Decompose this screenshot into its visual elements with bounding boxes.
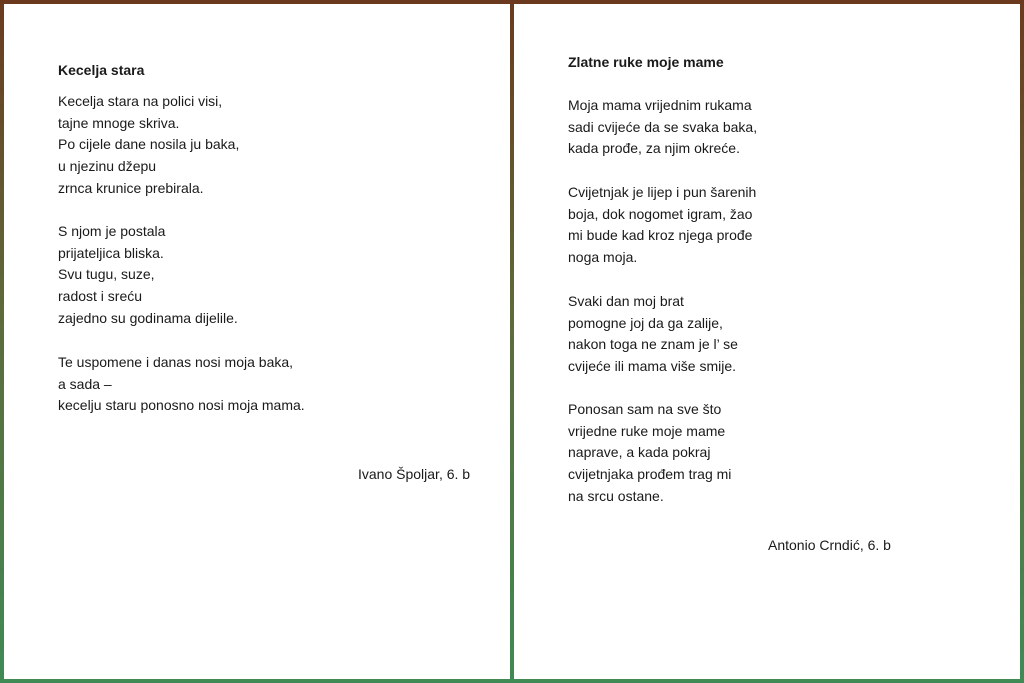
- poem-title: Zlatne ruke moje mame: [568, 54, 724, 70]
- poem-line: vrijedne ruke moje mame: [568, 422, 726, 439]
- poem-line: zajedno su godinama dijelile.: [58, 309, 238, 326]
- poem-line: prijateljica bliska.: [58, 244, 164, 261]
- poem-line: Svaki dan moj brat: [568, 293, 684, 309]
- poem-line: cvijeće ili mama više smije.: [568, 358, 737, 375]
- poem-line: Moja mama vrijednim rukama: [568, 97, 752, 113]
- poem-line: S njom je postala: [58, 223, 166, 239]
- poem-stanza: [568, 291, 738, 378]
- poem-title: Kecelja stara: [58, 62, 145, 78]
- poem-stanza: [58, 352, 305, 417]
- poem-line: tajne mnoge skriva.: [58, 114, 180, 131]
- poem-stanza: [58, 221, 238, 330]
- poem-line: Te uspomene i danas nosi moja baka,: [58, 354, 294, 370]
- poem-line: Ponosan sam na sve što: [568, 401, 722, 417]
- poem-author: Ivano Špoljar, 6. b: [358, 466, 471, 482]
- poem-line: boja, dok nogomet igram, žao: [568, 205, 753, 222]
- poem-line: radost i sreću: [58, 288, 143, 305]
- poem-line: a sada –: [58, 375, 112, 392]
- poem-line: na srcu ostane.: [568, 487, 664, 504]
- poem-line: Po cijele dane nosila ju baka,: [58, 136, 240, 153]
- poem-stanza: [568, 182, 756, 269]
- poem-page-left: [4, 4, 510, 679]
- poem-stanza: [58, 91, 239, 200]
- poem-line: naprave, a kada pokraj: [568, 444, 711, 461]
- poem-line: kecelju staru ponosno nosi moja mama.: [58, 397, 305, 414]
- poem-line: Svu tugu, suze,: [58, 266, 155, 283]
- poem-line: kada prođe, za njim okreće.: [568, 140, 740, 157]
- poem-line: noga moja.: [568, 249, 638, 266]
- poem-line: sadi cvijeće da se svaka baka,: [568, 118, 758, 135]
- poem-line: cvijetnjaka prođem trag mi: [568, 466, 732, 483]
- poem-page-right: [514, 4, 1020, 679]
- poem-line: nakon toga ne znam je l’ se: [568, 336, 738, 353]
- poem-stanza: [568, 95, 757, 160]
- poem-stanza: [568, 399, 731, 508]
- poem-line: pomogne joj da ga zalije,: [568, 314, 723, 331]
- poem-author: Antonio Crndić, 6. b: [768, 537, 891, 553]
- poem-line: mi bude kad kroz njega prođe: [568, 227, 753, 244]
- poem-line: Kecelja stara na polici visi,: [58, 93, 223, 109]
- poem-line: u njezinu džepu: [58, 158, 157, 175]
- poem-line: Cvijetnjak je lijep i pun šarenih: [568, 184, 757, 200]
- poem-line: zrnca krunice prebirala.: [58, 179, 204, 196]
